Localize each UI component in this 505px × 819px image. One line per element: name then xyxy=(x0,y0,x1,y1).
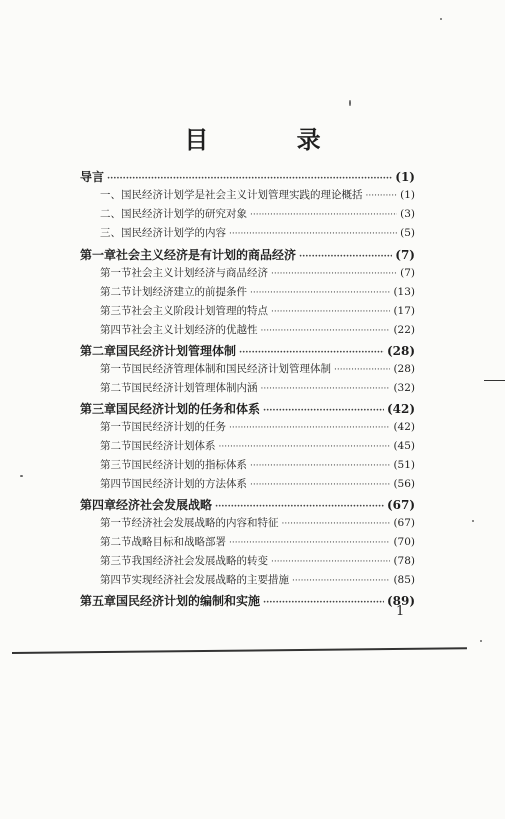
dot-leader xyxy=(250,210,397,220)
toc-page-number: (67) xyxy=(386,498,415,512)
toc-number: 第二节 xyxy=(100,440,132,452)
dot-leader xyxy=(229,538,390,548)
toc-title: 社会主义计划经济的优越性 xyxy=(131,324,258,336)
dot-leader xyxy=(366,191,398,201)
dot-leader xyxy=(229,229,397,239)
scan-speck xyxy=(440,18,442,20)
toc-number: 第二节 xyxy=(100,382,132,394)
toc-page-number: (51) xyxy=(393,459,415,471)
toc-title: 国民经济计划的任务和体系 xyxy=(116,402,261,416)
toc-page-number: (13) xyxy=(393,286,415,298)
toc-page-number: (7) xyxy=(400,267,415,279)
toc-page-number: (67) xyxy=(393,517,415,529)
toc-chapter-row xyxy=(80,342,415,359)
toc-entry-row xyxy=(100,187,415,202)
dot-leader xyxy=(292,576,390,586)
dot-leader xyxy=(263,598,384,608)
toc-number: 第一节 xyxy=(100,267,132,279)
toc-title: 社会主义阶段计划管理的特点 xyxy=(131,305,268,317)
dot-leader xyxy=(263,406,384,416)
toc-page-number: (5) xyxy=(400,227,415,239)
toc-chapter-row xyxy=(80,592,415,609)
dot-leader xyxy=(250,461,390,471)
toc-page-number: (70) xyxy=(393,536,415,548)
toc-section-row xyxy=(100,438,415,453)
toc-page-number: (78) xyxy=(393,555,415,567)
dot-leader xyxy=(299,252,392,262)
toc-section-row xyxy=(100,457,415,472)
toc-section-row xyxy=(100,303,415,318)
toc-number: 第四节 xyxy=(100,324,132,336)
toc-number: 第三节 xyxy=(100,459,132,471)
toc-title: 国民经济计划管理体制内涵 xyxy=(131,382,258,394)
toc-page-number: (1) xyxy=(395,170,415,184)
toc-title: 导言 xyxy=(80,170,105,184)
page-number: 1 xyxy=(396,604,405,619)
toc-number: 第四节 xyxy=(100,574,132,586)
toc-section-row xyxy=(100,476,415,491)
toc-page-number: (42) xyxy=(393,421,415,433)
toc-page-number: (3) xyxy=(400,208,415,220)
toc-section-row xyxy=(100,361,415,376)
dot-leader xyxy=(271,269,397,279)
margin-rule-fragment xyxy=(484,380,505,381)
toc-number: 第三章 xyxy=(80,402,117,416)
toc-title: 经济社会发展战略 xyxy=(116,498,213,512)
toc-page-number: (45) xyxy=(393,440,415,452)
toc-section-row xyxy=(100,284,415,299)
toc-section-row xyxy=(100,419,415,434)
toc-page-number: (7) xyxy=(395,248,415,262)
toc-number: 第五章 xyxy=(80,594,117,608)
toc-number: 第一节 xyxy=(100,363,132,375)
toc-title: 一、国民经济计划学是社会主义计划管理实践的理论概括 xyxy=(100,189,363,201)
scan-speck xyxy=(349,100,351,106)
toc-number: 第四节 xyxy=(100,478,132,490)
toc-title: 国民经济计划管理体制 xyxy=(116,344,237,358)
dot-leader xyxy=(250,480,390,490)
toc-page-number: (1) xyxy=(400,189,415,201)
toc-number: 第三节 xyxy=(100,555,132,567)
toc-title: 国民经济计划的指标体系 xyxy=(131,459,247,471)
toc-number: 第一章 xyxy=(80,248,117,262)
toc-number: 第三节 xyxy=(100,305,132,317)
toc-section-row xyxy=(100,553,415,568)
toc-chapter-row xyxy=(80,246,415,263)
toc-title: 实现经济社会发展战略的主要措施 xyxy=(131,574,289,586)
toc-page-number: (17) xyxy=(393,305,415,317)
toc-chapter-row xyxy=(80,496,415,513)
toc-number: 第一节 xyxy=(100,517,132,529)
toc-page-number: (56) xyxy=(393,478,415,490)
dot-leader xyxy=(271,307,390,317)
dot-leader xyxy=(334,365,390,375)
toc-section-row xyxy=(100,322,415,337)
toc-title: 国民经济计划体系 xyxy=(131,440,216,452)
toc-title: 我国经济社会发展战略的转变 xyxy=(131,555,268,567)
dot-leader xyxy=(261,326,391,336)
dot-leader xyxy=(261,384,391,394)
toc-title: 计划经济建立的前提条件 xyxy=(131,286,247,298)
scan-speck xyxy=(20,475,23,477)
dot-leader xyxy=(250,288,390,298)
toc-chapter-row xyxy=(80,400,415,417)
toc-number: 第二节 xyxy=(100,536,132,548)
toc-title: 社会主义经济是有计划的商品经济 xyxy=(116,248,297,262)
dot-leader xyxy=(271,557,390,567)
toc-section-row xyxy=(100,572,415,587)
toc-title: 国民经济管理体制和国民经济计划管理体制 xyxy=(131,363,331,375)
toc-title: 战略目标和战略部署 xyxy=(131,536,226,548)
dot-leader xyxy=(215,502,384,512)
toc-number: 第一节 xyxy=(100,421,132,433)
page-title: 目 录 xyxy=(184,125,361,154)
toc-page-number: (28) xyxy=(386,344,415,358)
toc-title: 三、国民经济计划学的内容 xyxy=(100,227,226,239)
toc-entry-row xyxy=(100,206,415,221)
dot-leader xyxy=(229,423,390,433)
toc-section-row xyxy=(100,265,415,280)
toc-number: 第四章 xyxy=(80,498,117,512)
toc-title: 经济社会发展战略的内容和特征 xyxy=(131,517,279,529)
toc-section-row xyxy=(100,380,415,395)
toc-title: 二、国民经济计划学的研究对象 xyxy=(100,208,247,220)
toc-page-number: (28) xyxy=(393,363,415,375)
dot-leader xyxy=(282,519,391,529)
toc-page-number: (85) xyxy=(393,574,415,586)
toc-section-row xyxy=(100,534,415,549)
toc-number: 第二节 xyxy=(100,286,132,298)
toc-page-number: (42) xyxy=(386,402,415,416)
toc-page-number: (22) xyxy=(393,324,415,336)
toc-section-row xyxy=(100,515,415,530)
toc-entry-row xyxy=(80,168,415,185)
scan-speck xyxy=(472,520,474,522)
dot-leader xyxy=(219,442,391,452)
toc-page-number: (89) xyxy=(386,594,415,608)
toc-title: 国民经济计划的任务 xyxy=(131,421,226,433)
toc-number: 第二章 xyxy=(80,344,117,358)
toc-title: 社会主义计划经济与商品经济 xyxy=(131,267,268,279)
toc-entry-row xyxy=(100,225,415,240)
toc-title: 国民经济计划的编制和实施 xyxy=(116,594,261,608)
scan-speck xyxy=(480,640,482,642)
toc-title: 国民经济计划的方法体系 xyxy=(131,478,247,490)
dot-leader xyxy=(107,174,392,184)
toc-page-number: (32) xyxy=(393,382,415,394)
dot-leader xyxy=(239,348,384,358)
